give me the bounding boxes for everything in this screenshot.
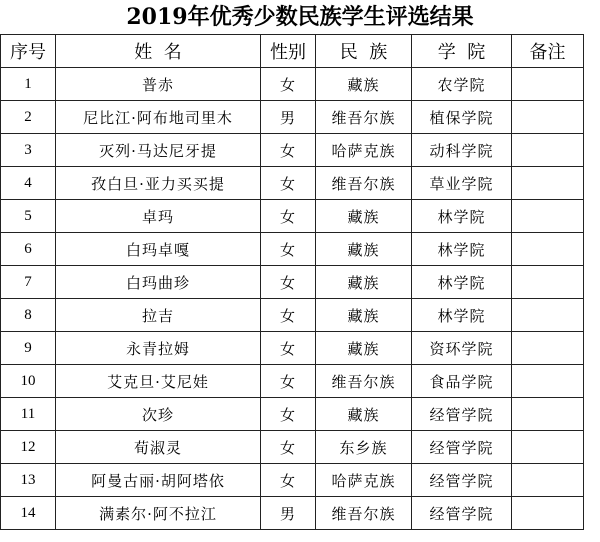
cell-index: 13 <box>1 464 56 497</box>
cell-note <box>512 134 584 167</box>
cell-ethnicity: 哈萨克族 <box>316 464 412 497</box>
table-row <box>1 497 584 530</box>
cell-name: 灭列·马达尼牙提 <box>56 134 261 167</box>
cell-ethnicity: 藏族 <box>316 299 412 332</box>
cell-name: 白玛曲珍 <box>56 266 261 299</box>
cell-college: 经管学院 <box>412 464 512 497</box>
cell-ethnicity: 藏族 <box>316 332 412 365</box>
table-row <box>1 431 584 464</box>
cell-name: 卓玛 <box>56 200 261 233</box>
cell-index: 9 <box>1 332 56 365</box>
cell-ethnicity: 藏族 <box>316 200 412 233</box>
cell-note <box>512 101 584 134</box>
cell-index: 1 <box>1 68 56 101</box>
cell-gender: 女 <box>261 233 316 266</box>
cell-note <box>512 266 584 299</box>
cell-index: 8 <box>1 299 56 332</box>
cell-index: 12 <box>1 431 56 464</box>
cell-college: 草业学院 <box>412 167 512 200</box>
cell-name: 孜白旦·亚力买买提 <box>56 167 261 200</box>
cell-gender: 女 <box>261 464 316 497</box>
cell-college: 食品学院 <box>412 365 512 398</box>
cell-college: 动科学院 <box>412 134 512 167</box>
cell-name: 尼比江·阿布地司里木 <box>56 101 261 134</box>
cell-note <box>512 365 584 398</box>
cell-ethnicity: 维吾尔族 <box>316 497 412 530</box>
cell-gender: 女 <box>261 299 316 332</box>
cell-college: 经管学院 <box>412 398 512 431</box>
cell-note <box>512 398 584 431</box>
table-row <box>1 332 584 365</box>
table-row <box>1 464 584 497</box>
cell-index: 7 <box>1 266 56 299</box>
results-table <box>0 34 584 530</box>
header-ethnicity: 民 族 <box>316 35 412 68</box>
cell-gender: 女 <box>261 266 316 299</box>
cell-note <box>512 299 584 332</box>
table-row <box>1 365 584 398</box>
table-header-row <box>1 35 584 68</box>
header-name: 姓 名 <box>56 35 261 68</box>
cell-college: 植保学院 <box>412 101 512 134</box>
table-row <box>1 200 584 233</box>
cell-note <box>512 464 584 497</box>
cell-college: 资环学院 <box>412 332 512 365</box>
table-row <box>1 134 584 167</box>
cell-gender: 女 <box>261 332 316 365</box>
cell-college: 经管学院 <box>412 497 512 530</box>
cell-gender: 女 <box>261 134 316 167</box>
cell-ethnicity: 维吾尔族 <box>316 101 412 134</box>
cell-note <box>512 167 584 200</box>
header-note: 备注 <box>512 35 584 68</box>
cell-name: 满素尔·阿不拉江 <box>56 497 261 530</box>
cell-index: 5 <box>1 200 56 233</box>
cell-college: 林学院 <box>412 266 512 299</box>
cell-note <box>512 431 584 464</box>
cell-college: 林学院 <box>412 200 512 233</box>
table-row <box>1 167 584 200</box>
cell-note <box>512 233 584 266</box>
cell-name: 艾克旦·艾尼娃 <box>56 365 261 398</box>
table-row <box>1 68 584 101</box>
cell-gender: 女 <box>261 365 316 398</box>
cell-ethnicity: 藏族 <box>316 233 412 266</box>
cell-note <box>512 68 584 101</box>
cell-gender: 女 <box>261 431 316 464</box>
cell-gender: 男 <box>261 101 316 134</box>
cell-name: 阿曼古丽·胡阿塔依 <box>56 464 261 497</box>
cell-ethnicity: 东乡族 <box>316 431 412 464</box>
cell-ethnicity: 维吾尔族 <box>316 365 412 398</box>
cell-index: 11 <box>1 398 56 431</box>
cell-name: 普赤 <box>56 68 261 101</box>
table-row <box>1 233 584 266</box>
cell-note <box>512 497 584 530</box>
cell-index: 10 <box>1 365 56 398</box>
header-college: 学 院 <box>412 35 512 68</box>
cell-ethnicity: 藏族 <box>316 266 412 299</box>
table-row <box>1 299 584 332</box>
cell-name: 永青拉姆 <box>56 332 261 365</box>
cell-ethnicity: 藏族 <box>316 398 412 431</box>
cell-ethnicity: 藏族 <box>316 68 412 101</box>
table-row <box>1 398 584 431</box>
cell-name: 荀淑灵 <box>56 431 261 464</box>
cell-name: 次珍 <box>56 398 261 431</box>
cell-index: 4 <box>1 167 56 200</box>
cell-ethnicity: 哈萨克族 <box>316 134 412 167</box>
cell-college: 林学院 <box>412 299 512 332</box>
cell-index: 14 <box>1 497 56 530</box>
cell-college: 林学院 <box>412 233 512 266</box>
table-row <box>1 101 584 134</box>
cell-name: 拉吉 <box>56 299 261 332</box>
cell-college: 农学院 <box>412 68 512 101</box>
cell-name: 白玛卓嘎 <box>56 233 261 266</box>
cell-gender: 女 <box>261 200 316 233</box>
cell-gender: 女 <box>261 68 316 101</box>
header-gender: 性别 <box>261 35 316 68</box>
cell-gender: 女 <box>261 398 316 431</box>
cell-gender: 女 <box>261 167 316 200</box>
table-row <box>1 266 584 299</box>
cell-ethnicity: 维吾尔族 <box>316 167 412 200</box>
cell-index: 2 <box>1 101 56 134</box>
cell-index: 3 <box>1 134 56 167</box>
cell-gender: 男 <box>261 497 316 530</box>
cell-college: 经管学院 <box>412 431 512 464</box>
header-index: 序号 <box>1 35 56 68</box>
cell-note <box>512 332 584 365</box>
cell-index: 6 <box>1 233 56 266</box>
cell-note <box>512 200 584 233</box>
page-title: 2019年优秀少数民族学生评选结果 <box>126 4 474 30</box>
